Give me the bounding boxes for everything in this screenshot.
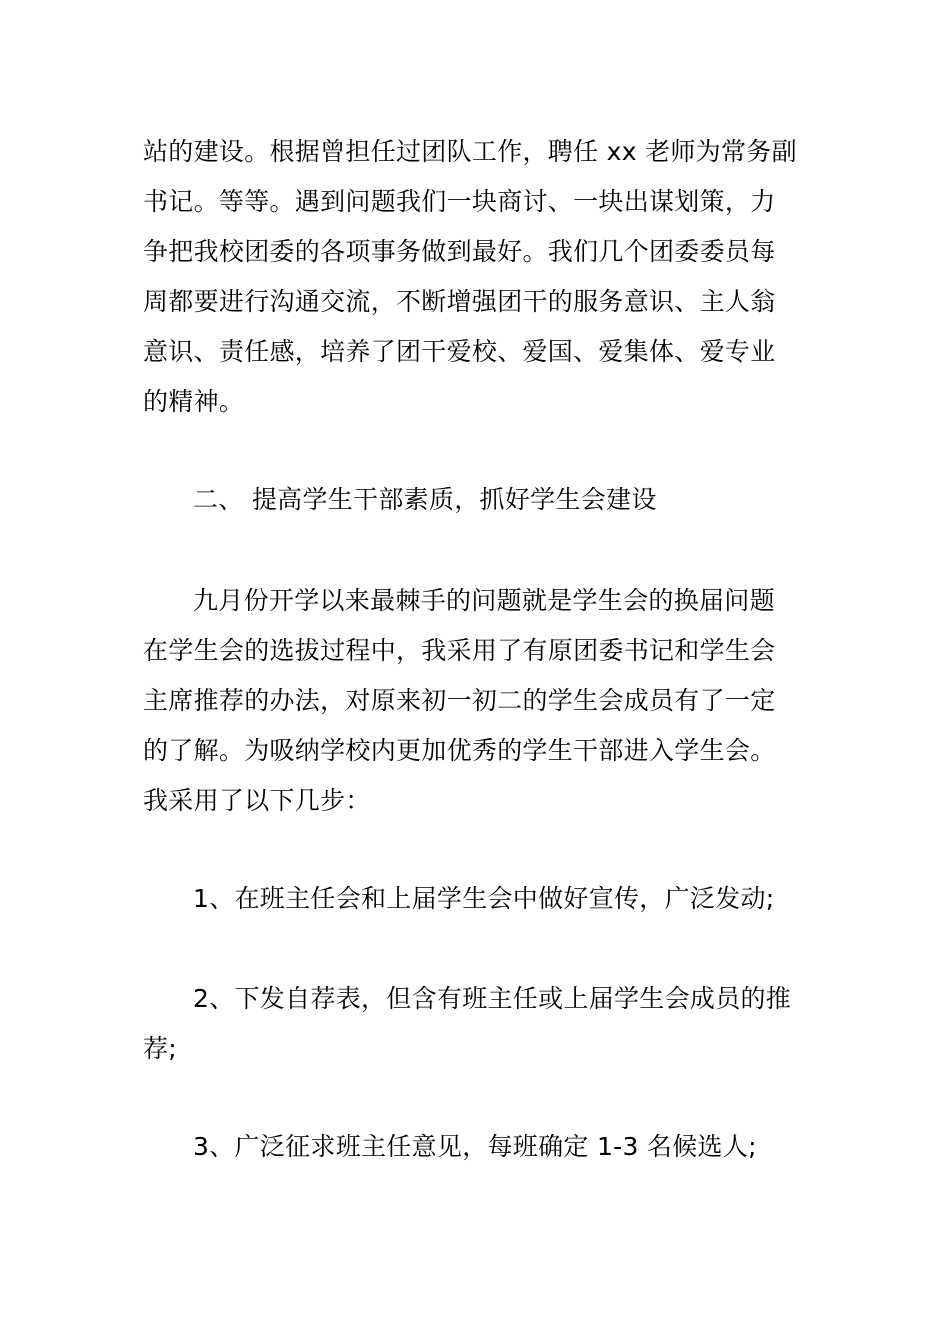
paragraph-line: 意识、责任感，培养了团干爱校、爱国、爱集体、爱专业 bbox=[143, 337, 776, 366]
paragraph-line: 的精神。 bbox=[143, 387, 245, 416]
paragraph-line: 在学生会的选拔过程中，我采用了有原团委书记和学生会 bbox=[143, 636, 776, 665]
paragraph-line: 争把我校团委的各项事务做到最好。我们几个团委委员每 bbox=[143, 237, 776, 266]
paragraph-line: 站的建设。根据曾担任过团队工作，聘任 xx 老师为常务副 bbox=[143, 137, 797, 166]
step-line: 1、在班主任会和上届学生会中做好宣传，广泛发动; bbox=[193, 884, 775, 913]
paragraph-line: 周都要进行沟通交流，不断增强团干的服务意识、主人翁 bbox=[143, 287, 776, 316]
step-line: 3、广泛征求班主任意见，每班确定 1-3 名候选人; bbox=[193, 1132, 757, 1161]
paragraph-line: 我采用了以下几步： bbox=[143, 786, 371, 815]
paragraph-line: 主席推荐的办法，对原来初一初二的学生会成员有了一定 bbox=[143, 686, 776, 715]
paragraph-line: 九月份开学以来最棘手的问题就是学生会的换届问题 bbox=[193, 586, 775, 615]
section-heading: 二、 提高学生干部素质，抓好学生会建设 bbox=[193, 485, 657, 514]
paragraph-line: 书记。等等。遇到问题我们一块商讨、一块出谋划策，力 bbox=[143, 187, 776, 216]
step-line: 荐; bbox=[143, 1034, 178, 1063]
step-line: 2、下发自荐表，但含有班主任或上届学生会成员的推 bbox=[193, 984, 792, 1013]
paragraph-line: 的了解。为吸纳学校内更加优秀的学生干部进入学生会。 bbox=[143, 736, 776, 765]
